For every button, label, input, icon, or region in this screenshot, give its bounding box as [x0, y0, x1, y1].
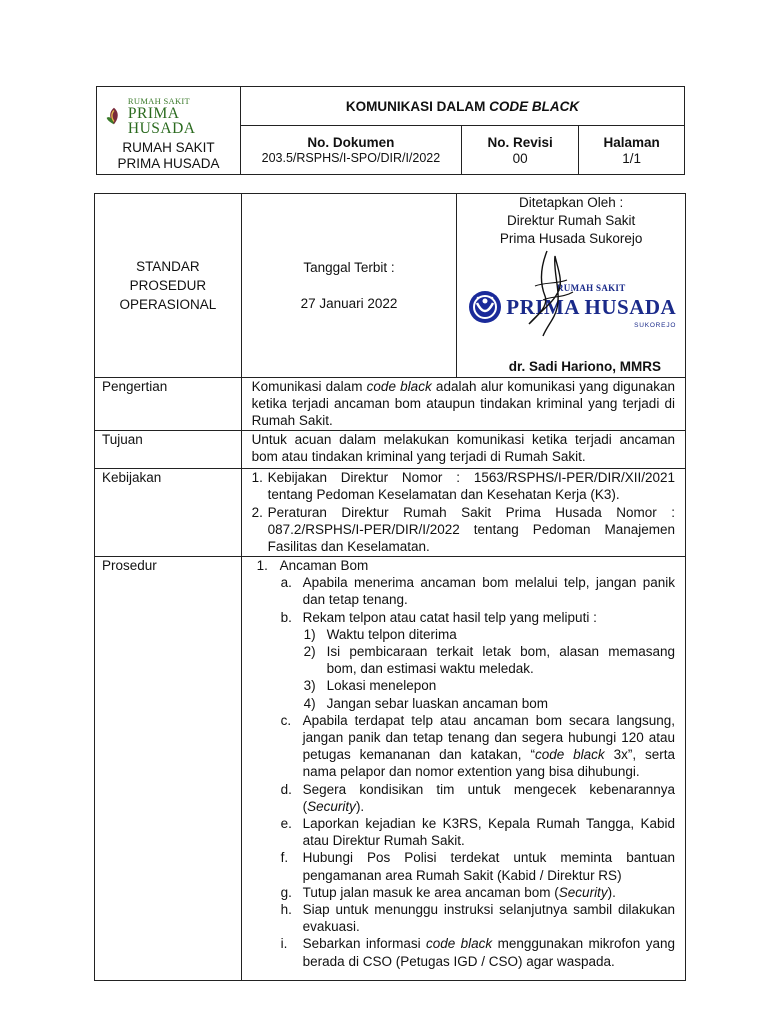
list-item: 4) Jangan sebar luaskan ancaman bom [303, 695, 549, 711]
list-item: 2) Isi pembicaraan terkait letak bom, alasan memasang bom, dan estimasi waktu meledak. [303, 644, 675, 677]
kebijakan-label: Kebijakan [95, 469, 242, 557]
logo-cell [97, 87, 241, 175]
tanggal-terbit-cell: Tanggal Terbit : 27 Januari 2022 [241, 194, 457, 378]
logo-bottom-text: PRIMA HUSADA [127, 105, 196, 137]
sop-label-cell: STANDAR PROSEDUR OPERASIONAL [95, 194, 242, 378]
stamp-emblem-icon [467, 289, 503, 325]
list-item: e. Laporkan kejadian ke K3RS, Kepala Rumah Tangga, Kabid atau Direktur Rumah Sakit. [280, 816, 675, 849]
list-item: 1. Ancaman Bom [256, 558, 369, 573]
prosedur-label: Prosedur [95, 557, 242, 981]
list-item: g. Tutup jalan masuk ke area ancaman bom (Security). [280, 884, 616, 900]
pengertian-label: Pengertian [95, 378, 242, 431]
logo-top-text: RUMAH SAKIT [127, 96, 191, 106]
list-item: 1) Waktu telpon diterima [303, 626, 457, 642]
hospital-stamp: RUMAH SAKIT PRIMA HUSADA SUKOREJO [467, 280, 676, 334]
signer-name: dr. Sadi Hariono, MMRS [508, 359, 661, 374]
signature-icon [517, 246, 587, 341]
hospital-logo [103, 96, 240, 136]
list-item: 3) Lokasi menelepon [303, 678, 437, 694]
list-item: d. Segera kondisikan tim untuk mengecek kebenarannya (Security). [280, 781, 675, 814]
halaman-cell: Halaman 1/1 [579, 126, 685, 175]
pengertian-text: Komunikasi dalam code black adalah alur komunikasi yang digunakan ketika terjadi ancaman bom ataupun tindakan kriminal yang terjadi di Rumah Sakit. [241, 378, 685, 431]
leaf-emblem-icon [103, 104, 125, 128]
hospital-name: RUMAH SAKIT PRIMA HUSADA [117, 140, 220, 171]
tujuan-text: Untuk acuan dalam melakukan komunikasi ketika terjadi ancaman bom atau tindakan kriminal yang terjadi di Rumah Sakit. [241, 431, 685, 469]
prosedur-list [241, 557, 685, 981]
no-revisi-cell: No. Revisi 00 [461, 126, 578, 175]
document-header-table [96, 86, 685, 175]
document-title: KOMUNIKASI DALAM CODE BLACK [240, 87, 684, 126]
list-item: h. Siap untuk menunggu instruksi selanjutnya sambil dilakukan evakuasi. [280, 902, 675, 935]
tujuan-label: Tujuan [95, 431, 242, 469]
list-item: f. Hubungi Pos Polisi terdekat untuk meminta bantuan pengamanan area Rumah Sakit (Kabid / Direktur RS) [280, 850, 675, 883]
list-item: 2. Peraturan Direktur Rumah Sakit Prima Husada Nomor : 087.2/RSPHS/I-PER/DIR/I/2022 tentang Pedoman Manajemen Fasilitas dan Keselamatan. [251, 505, 675, 554]
list-item: a. Apabila menerima ancaman bom melalui telp, jangan panik dan tetap tenang. [280, 575, 675, 608]
list-item: c. Apabila terdapat telp atau ancaman bom secara langsung, jangan panik dan tetap tenang dan segera hubungi 120 atau petugas kemananan dan katakan, “code black 3x”, serta nama pelapor dan nomor extention yang bisa dihubungi. [280, 712, 675, 780]
sop-table [94, 193, 686, 981]
list-item: i. Sebarkan informasi code black menggunakan mikrofon yang berada di CSO (Petugas IGD / CSO) agar waspada. [280, 936, 675, 969]
list-item: b. Rekam telpon atau catat hasil telp yang meliputi : [280, 609, 597, 625]
kebijakan-list [241, 469, 685, 557]
approval-cell: Ditetapkan Oleh : Direktur Rumah Sakit Prima Husada Sukorejo RUMAH SAKIT PRIMA HUSADA SUKOREJO dr. Sadi Hariono, MMRS [457, 194, 686, 378]
no-dokumen-cell: No. Dokumen 203.5/RSPHS/I-SPO/DIR/I/2022 [240, 126, 461, 175]
list-item: 1. Kebijakan Direktur Nomor : 1563/RSPHS/I-PER/DIR/XII/2021 tentang Pedoman Keselamatan dan Kesehatan Kerja (K3). [251, 470, 675, 502]
